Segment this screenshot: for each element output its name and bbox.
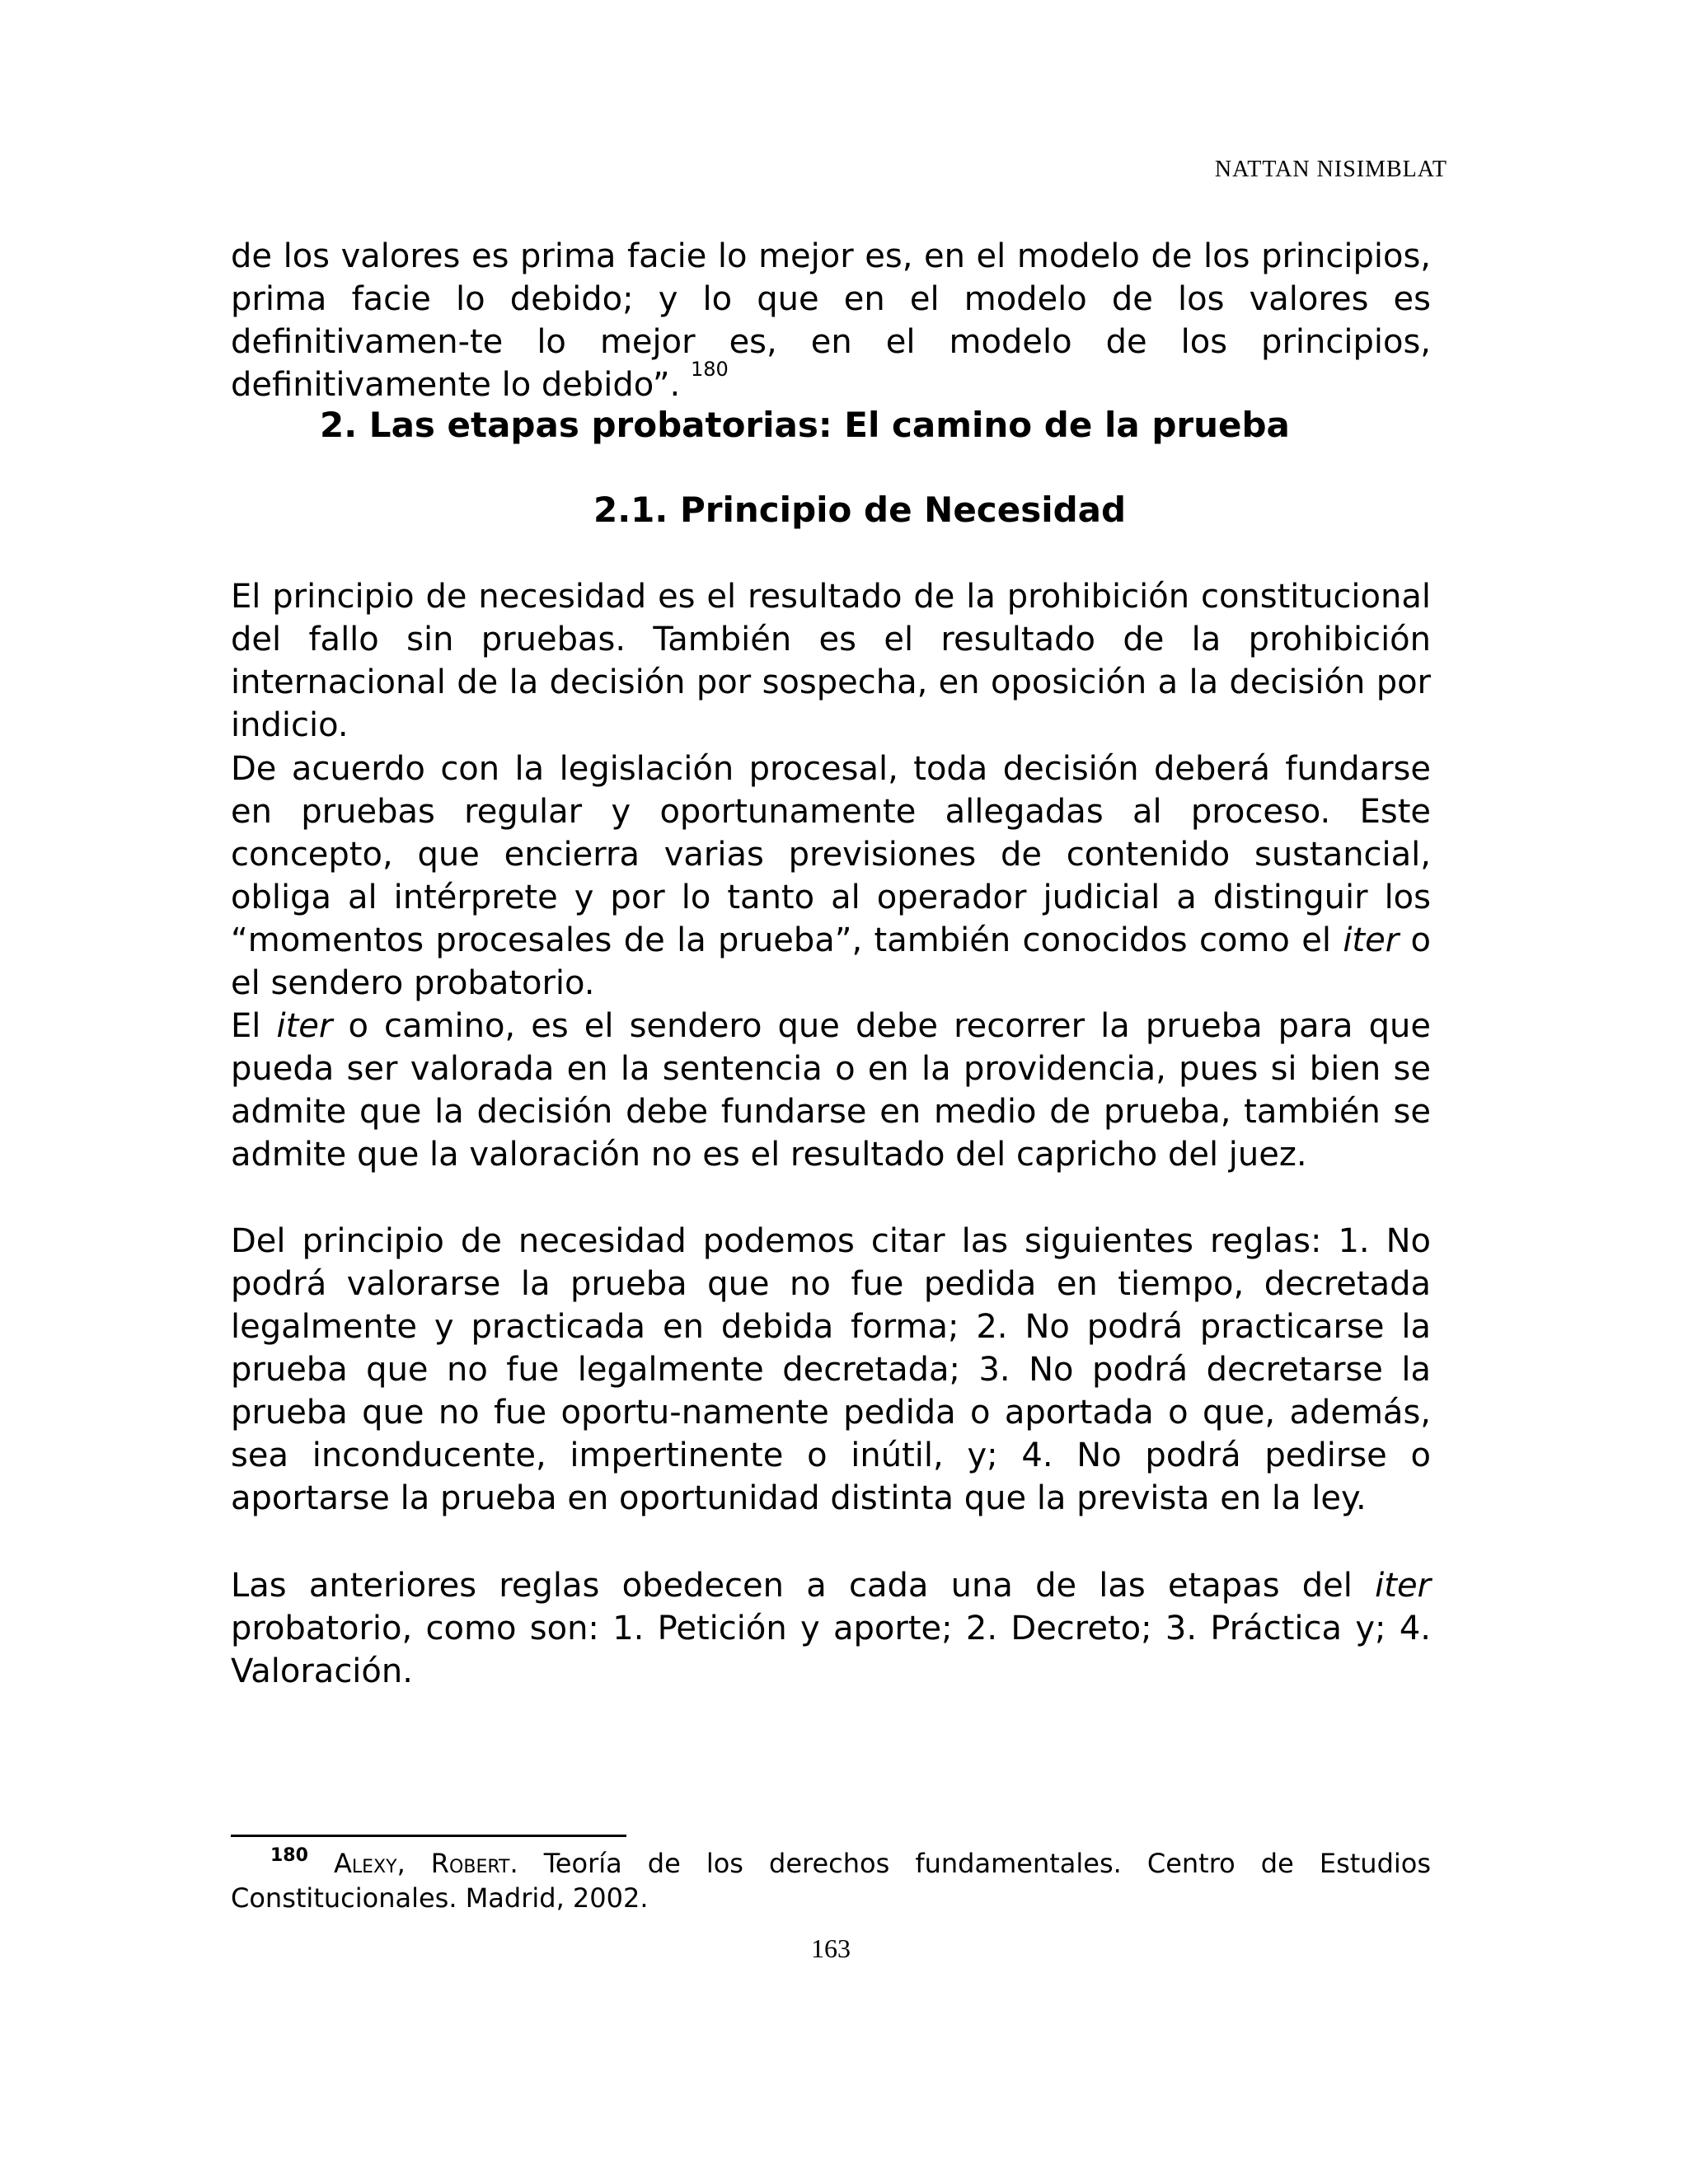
paragraph-2-text-b: o el sendero probatorio. bbox=[231, 921, 1431, 1002]
paragraph-intro bbox=[231, 235, 1431, 406]
footnote-reference: 180 bbox=[690, 358, 729, 381]
footnote-text: . Teoría de los derechos fundamentales. Centro de Estudios Constitucionales. Madrid, 2002. bbox=[231, 1848, 1432, 1914]
paragraph-2 bbox=[231, 748, 1431, 1005]
page-number: 163 bbox=[811, 1933, 851, 1963]
paragraph-3-italic: iter bbox=[276, 1007, 333, 1045]
footnote: $^{180}$ Alexy, Robert. Teoría de los derechos fundamentales. Centro de Estudios Constitucionales. Madrid, 2002. bbox=[231, 1845, 1432, 1914]
paragraph-2-italic: iter bbox=[1343, 921, 1400, 959]
paragraph-5-italic: iter bbox=[1375, 1567, 1431, 1605]
paragraph-intro-text: de los valores es prima facie lo mejor es, en el modelo de los principios, prima facie lo debido; y lo que en el modelo de los valores es definitivamen-te lo mejor es, en el modelo de los principios, definitivamente lo debido”. bbox=[231, 237, 1431, 404]
paragraph-5 bbox=[231, 1564, 1431, 1693]
section-heading: 2. Las etapas probatorias: El camino de la prueba bbox=[320, 405, 1290, 445]
running-header: NATTAN NISIMBLAT bbox=[1214, 157, 1447, 182]
paragraph-2-text-a: De acuerdo con la legislación procesal, toda decisión deberá fundarse en pruebas regular y oportunamente allegadas al proceso. Este concepto, que encierra varias previsiones de contenido sustancial, obliga al intérprete y por lo tanto al operador judicial a distinguir los “momentos procesales de la prueba”, también conocidos como el bbox=[231, 750, 1431, 959]
paragraph-3 bbox=[231, 1005, 1431, 1176]
footnote-divider bbox=[231, 1835, 626, 1837]
paragraph-1: El principio de necesidad es el resultado de la prohibición constitucional del fallo sin pruebas. También es el resultado de la prohibición internacional de la decisión por sospecha, en oposición a la decisión por indicio. bbox=[231, 578, 1431, 744]
subsection-heading: 2.1. Principio de Necesidad bbox=[593, 490, 1127, 530]
footnote-author-given: Robert bbox=[430, 1848, 510, 1879]
footnote-number: 180 bbox=[270, 1845, 308, 1866]
paragraph-3-text-b: o camino, es el sendero que debe recorrer la prueba para que pueda ser valorada en la sentencia o en la providencia, pues si bien se admite que la decisión debe fundarse en medio de prueba, también se admite que la valoración no es el resultado del capricho del juez. bbox=[231, 1007, 1431, 1174]
footnote-author-surname: Alexy bbox=[334, 1848, 397, 1879]
paragraph-5-text-a: Las anteriores reglas obedecen a cada una de las etapas del bbox=[231, 1567, 1376, 1605]
paragraph-3-text-a: El bbox=[231, 1007, 277, 1045]
paragraph-5-text-b: probatorio, como son: 1. Petición y aporte; 2. Decreto; 3. Práctica y; 4. Valoración. bbox=[231, 1610, 1431, 1690]
paragraph-4: Del principio de necesidad podemos citar las siguientes reglas: 1. No podrá valorarse la prueba que no fue pedida en tiempo, decretada legalmente y practicada en debida forma; 2. No podrá practicarse la prueba que no fue legalmente decretada; 3. No podrá decretarse la prueba que no fue oportu-namente pedida o aportada o que, además, sea inconducente, impertinente o inútil, y; 4. No podrá pedirse o aportarse la prueba en oportunidad distinta que la prevista en la ley. bbox=[231, 1222, 1431, 1517]
